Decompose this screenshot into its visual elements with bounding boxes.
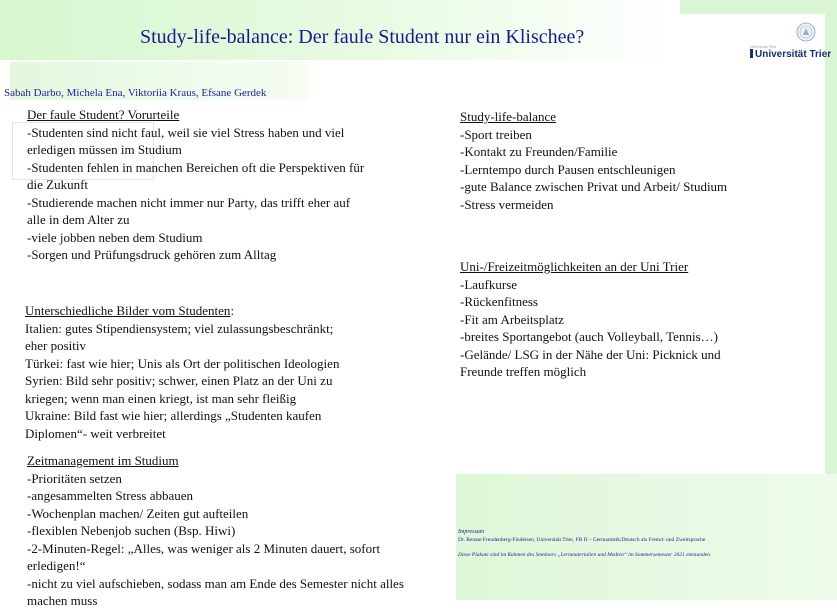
text-line: -Kontakt zu Freunden/Familie (460, 144, 618, 159)
impressum (458, 528, 833, 559)
section-heading: Unterschiedliche Bilder vom Studenten (25, 303, 231, 318)
text-line: -Sport treiben (460, 126, 532, 142)
text-line: -Gelände/ LSG in der Nähe der Uni: Picknick und (460, 346, 721, 362)
section-vorurteile (27, 106, 364, 264)
section-heading: Uni-/Freizeitmöglichkeiten an der Uni Trier (460, 259, 689, 274)
text-line: -Rückenfitness (460, 294, 538, 309)
text-line: -2-Minuten-Regel: „Alles, was weniger als 2 Minuten dauert, sofort (27, 540, 381, 556)
impressum-note: Diese Plakate sind im Rahmen des Seminars „Lernmaterialien und Medien“ im Sommersemester 2021 entstanden. (458, 552, 712, 558)
text-line: Ukraine: Bild fast wie hier; allerdings „Studenten kaufen (25, 408, 322, 423)
text-line: erledigen!“ (27, 558, 86, 573)
text-line: -Studenten fehlen in manchen Bereichen oft die Perspektiven für (27, 159, 365, 175)
impressum-heading: Impressum (458, 529, 485, 535)
text-line: -flexiblen Nebenjob suchen (Bsp. Hiwi) (27, 523, 236, 538)
logo-wordmark (750, 49, 831, 60)
text-line: -Laufkurse (460, 276, 518, 292)
seal-icon (796, 22, 816, 42)
section-zeitmanagement (27, 452, 404, 610)
text-line: alle in dem Alter zu (27, 212, 130, 227)
section-heading: Zeitmanagement im Studium (27, 453, 179, 468)
text-line: -nicht zu viel aufschieben, sodass man am Ende des Semester nicht alles (27, 575, 404, 591)
text-line: -Fit am Arbeitsplatz (460, 311, 564, 327)
section-bilder (25, 302, 339, 442)
text-line: -gute Balance zwischen Privat und Arbeit/ Studium (460, 179, 728, 194)
text-line: -Lerntempo durch Pausen entschleunigen (460, 161, 676, 177)
section-freizeit (460, 258, 721, 381)
text-line: -Sorgen und Prüfungsdruck gehören zum Alltag (27, 247, 277, 262)
heading-suffix: : (230, 303, 235, 318)
text-line: erledigen müssen im Studium (27, 142, 182, 157)
logo-name: Universität Trier (755, 49, 832, 60)
text-line: Diplomen“- weit verbreitet (25, 425, 166, 441)
text-line: Italien: gutes Stipendiensystem; viel zulassungsbeschränkt; (25, 320, 334, 336)
university-logo (748, 22, 832, 66)
section-balance (460, 108, 727, 213)
text-line: -Wochenplan machen/ Zeiten gut aufteilen (27, 505, 249, 521)
impressum-author: Dr. Renate Freudenberg-Findeisen, Universität Trier, FB II – Germanistik/Deutsch als Fremd- und Zweitsprache (458, 537, 706, 543)
section-heading: Der faule Student? Vorurteile (27, 107, 180, 122)
text-line: kriegen; wenn man einen kriegt, ist man sehr fleißig (25, 390, 297, 406)
text-line: Türkei: fast wie hier; Unis als Ort der politischen Ideologien (25, 355, 340, 371)
authors-line: Sabah Darbo, Michela Ena, Viktoriia Kraus, Efsane Gerdek (4, 87, 267, 99)
text-line: -Studenten sind nicht faul, weil sie viel Stress haben und viel (27, 124, 345, 140)
logo-small-text: Universität Trier (750, 44, 777, 49)
section-heading: Study-life-balance (460, 109, 557, 124)
text-line: die Zukunft (27, 177, 89, 192)
top-right-green-strip (680, 0, 837, 14)
text-line: eher positiv (25, 338, 87, 353)
text-line: -Studierende machen nicht immer nur Party, das trifft eher auf (27, 194, 351, 210)
text-line: -angesammelten Stress abbauen (27, 488, 194, 503)
poster-title: Study-life-balance: Der faule Student nur ein Klischee? (140, 26, 585, 48)
section-heading-line (25, 302, 339, 320)
text-line: -Prioritäten setzen (27, 470, 122, 486)
text-line: -Stress vermeiden (460, 196, 554, 212)
text-line: -viele jobben neben dem Studium (27, 229, 203, 245)
logo-mark-icon (750, 49, 753, 58)
text-line: Freunde treffen möglich (460, 364, 587, 379)
text-line: -breites Sportangebot (auch Volleyball, Tennis…) (460, 329, 718, 344)
text-line: Syrien: Bild sehr positiv; schwer, einen Platz an der Uni zu (25, 373, 333, 388)
text-line: machen muss (27, 593, 98, 608)
